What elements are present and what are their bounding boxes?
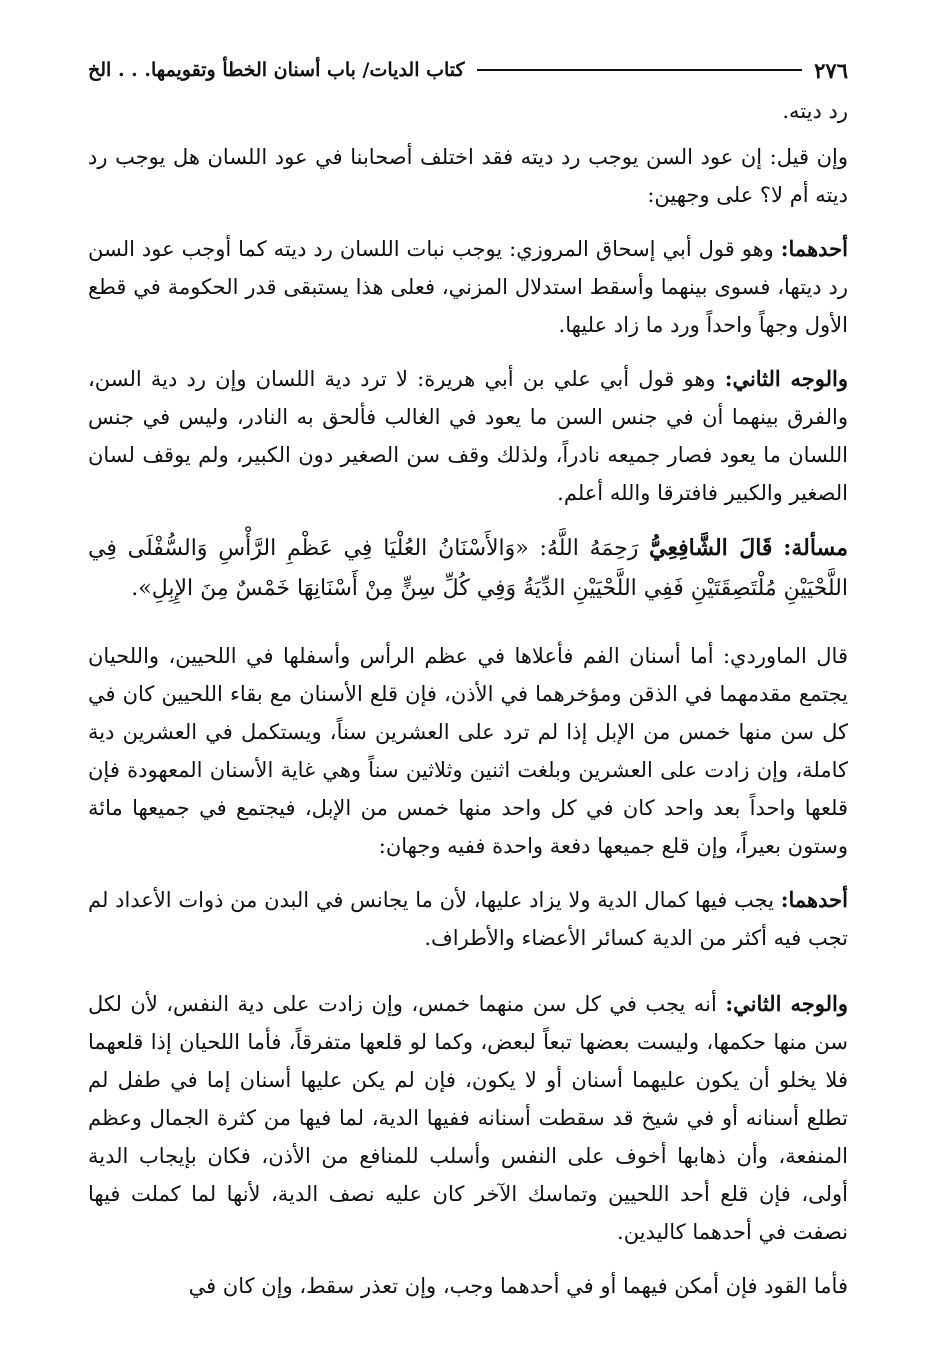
- paragraph-first-view: [88, 230, 848, 344]
- paragraph-continuation: رد ديته.: [782, 99, 848, 123]
- page-number: ٢٧٦: [814, 57, 848, 83]
- page-header: [88, 48, 848, 92]
- matn-issue: [88, 528, 848, 609]
- paragraph-text: أنه يجب في كل سن منهما خمس، وإن زادت على دية النفس، لأن لكل سن منها حكمها، وليست بعضها تبعاً لبعض، وكما لو قلعها متفرقاً، فأما اللحيان إذا قلعهما فلا يخلو أن يكون عليهما أسنان أو لا يكون، فإن لم يكن عليها أسنان إما في طفل لم تطلع أسنانه أو في شيخ قد سقطت أسنانه ففيها الدية، لما فيها من كثرة الجمال وعظم المنفعة، وأن ذهابها أخوف على النفس وأسلب للمنافع من الأذن، فكان بإيجاب الدية أولى، فإن قلع أحد اللحيين وتماسك الآخر كان عليه نصف الدية، لأنها لما كملت فيها نصفت في أحدهما كاليدين.: [88, 992, 848, 1244]
- issue-label: مسألة:: [783, 535, 848, 561]
- paragraph-objection: وإن قيل: إن عود السن يوجب رد ديته فقد اختلف أصحابنا في عود اللسان هل يوجب رد ديته أم لا؟ على وجهين:: [88, 145, 848, 207]
- paragraph-lead: والوجه الثاني:: [724, 366, 848, 391]
- paragraph-lead: أحدهما:: [780, 887, 848, 912]
- running-title: كتاب الديات/ باب أسنان الخطأ وتقويمها. . . الخ: [88, 59, 465, 81]
- paragraph-text: وهو قول أبي علي بن أبي هريرة: لا ترد دية اللسان وإن رد دية السن، والفرق بينهما أن في جنس السن ما يعود في الغالب فألحق به النادر، وليس في جنس اللسان ما يعود فصار جميعه نادراً، ولذلك وقف سن الصغير دون الكبير، ولم يوقف لسان الصغير والكبير فافترقا والله أعلم.: [88, 367, 848, 505]
- paragraph-text: وهو قول أبي إسحاق المروزي: يوجب نبات اللسان رد ديته كما أوجب عود السن رد ديتها، فسوى بينهما وأسقط استدلال المزني، فعلى هذا يستبقى قدر الحكومة في قطع الأول وجهاً واحداً ورد ما زاد عليها.: [88, 237, 848, 337]
- paragraph-retaliation: فأما القود فإن أمكن فيهما أو في أحدهما وجب، وإن تعذر سقط، وإن كان في: [188, 1274, 848, 1298]
- paragraph-second-view: [88, 360, 848, 512]
- paragraph-commentary: قال الماوردي: أما أسنان الفم فأعلاها في عظم الرأس وأسفلها في اللحيين، واللحيان يجتمع مقدمهما في الذقن ومؤخرهما في الأذن، فإن قلع الأسنان مع بقاء اللحيين كان في كل سن منها خمس من الإبل إذا لم ترد على العشرين سناً، ويستكمل في العشرين دية كاملة، وإن زادت على العشرين وبلغت اثنين وثلاثين سناً وهي غاية الأسنان المعهودة فإن قلعها واحداً بعد واحد كان في كل واحد منها خمس من الإبل، فيجتمع في جميعها مائة وستون بعيراً، وإن قلع جميعها دفعة واحدة ففيه وجهان:: [88, 644, 848, 858]
- matn-text: رَحِمَهُ اللَّهُ: «وَالأَسْنَانُ العُلْيَا فِي عَظْمِ الرَّأْسِ وَالسُّفْلَى فِي اللَّحْيَيْنِ مُلْتَصِقَتَيْنِ فَفِي اللَّحْيَيْنِ الدِّيَةُ وَفِي كُلِّ سِنٍّ مِنْ أَسْنَانِهَا خَمْسٌ مِنَ الإِبِلِ».: [88, 536, 848, 601]
- paragraph-lead: والوجه الثاني:: [725, 991, 849, 1016]
- paragraph-lead: أحدهما:: [780, 236, 848, 261]
- header-divider: [477, 69, 803, 71]
- imam-name: قَالَ الشَّافِعِيُّ: [649, 535, 773, 561]
- paragraph-first-view-teeth: [88, 881, 848, 957]
- book-page: [88, 48, 848, 1305]
- paragraph-text: يجب فيها كمال الدية ولا يزاد عليها، لأن ما يجانس في البدن من ذوات الأعداد لم تجب فيه أكثر من الدية كسائر الأعضاء والأطراف.: [88, 888, 848, 950]
- paragraph-second-view-teeth: [88, 985, 848, 1251]
